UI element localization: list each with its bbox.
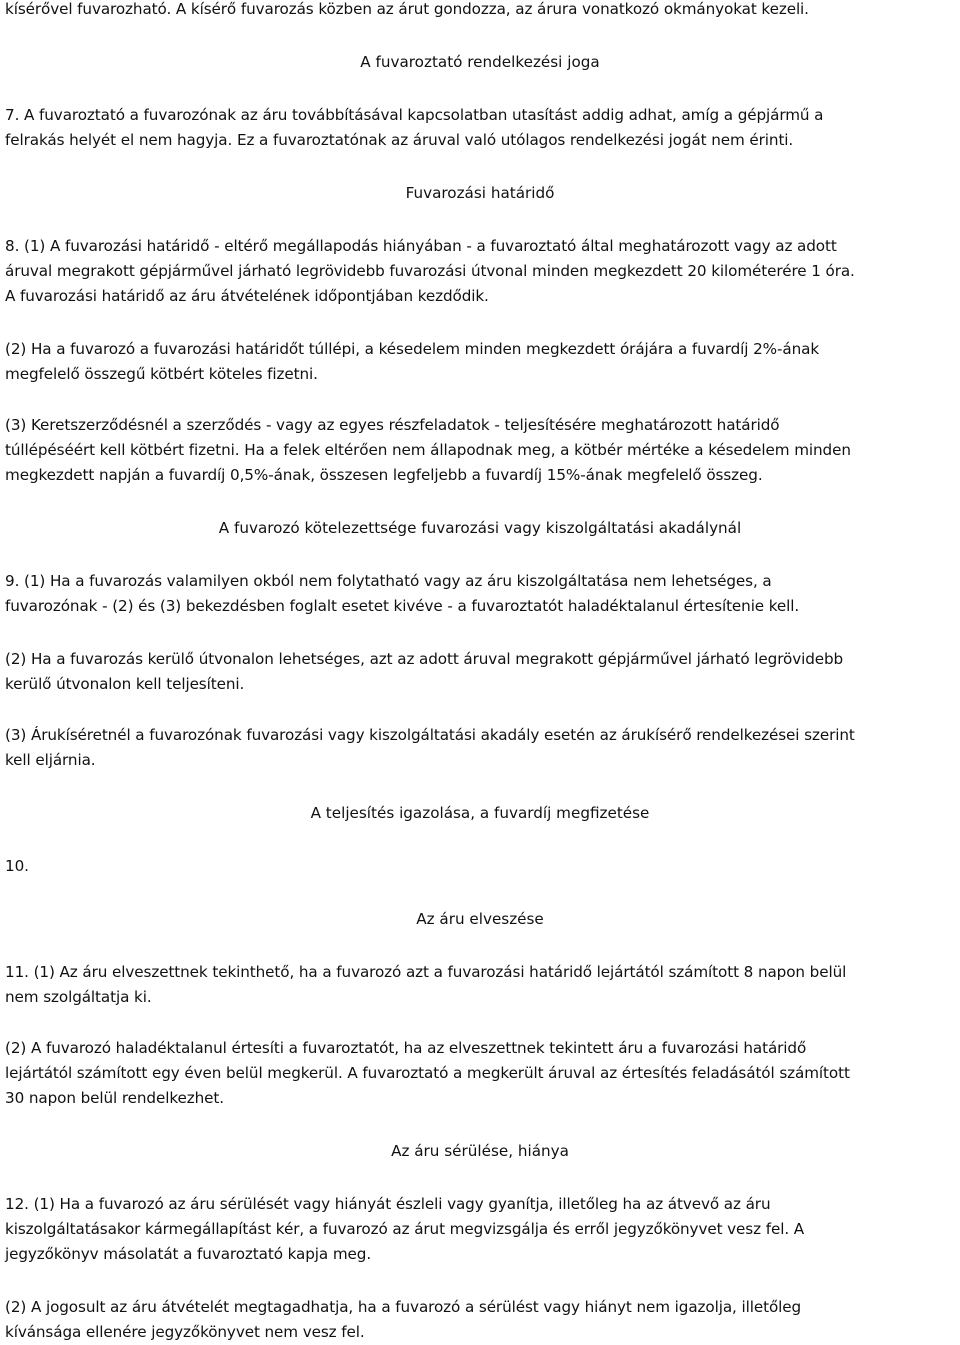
section-heading: A teljesítés igazolása, a fuvardíj megfizetése — [310, 804, 650, 822]
paragraph-line: kerülő útvonalon kell teljesíteni. — [5, 675, 245, 693]
paragraph-line: megkezdett napján a fuvardíj 0,5%-ának, összesen legfeljebb a fuvardíj 15%-ának megfelelő összeg. — [5, 466, 763, 484]
paragraph-line: (2) A fuvarozó haladéktalanul értesíti a fuvaroztatót, ha az elveszettnek tekintett áru a fuvarozási határidő — [5, 1039, 807, 1057]
paragraph-line: kiszolgáltatásakor kármegállapítást kér, a fuvarozó az árut megvizsgálja és erről jegyzőkönyvet vesz fel. A — [5, 1220, 805, 1238]
paragraph-line: 11. (1) Az áru elveszettnek tekinthető, ha a fuvarozó azt a fuvarozási határidő lejártától számított 8 napon belül — [5, 963, 847, 981]
paragraph-line: 30 napon belül rendelkezhet. — [5, 1089, 224, 1107]
paragraph-line: nem szolgáltatja ki. — [5, 988, 152, 1006]
paragraph-line: túllépéséért kell kötbért fizetni. Ha a felek eltérően nem állapodnak meg, a kötbér mértéke a késedelem minden — [5, 441, 851, 459]
paragraph-line: megfelelő összegű kötbért köteles fizetni. — [5, 365, 318, 383]
paragraph-line: 10. — [5, 857, 29, 875]
paragraph-line: felrakás helyét el nem hagyja. Ez a fuvaroztatónak az áruval való utólagos rendelkezési jogát nem érinti. — [5, 131, 794, 149]
section-heading: A fuvaroztató rendelkezési joga — [360, 53, 600, 71]
paragraph-line: 9. (1) Ha a fuvarozás valamilyen okból nem folytatható vagy az áru kiszolgáltatása nem lehetséges, a — [5, 572, 772, 590]
section-heading: Az áru elveszése — [416, 910, 544, 928]
paragraph-line: (2) Ha a fuvarozó a fuvarozási határidőt túllépi, a késedelem minden megkezdett órájára a fuvardíj 2%-ának — [5, 340, 820, 358]
paragraph-line: lejártától számított egy éven belül megkerül. A fuvaroztató a megkerült áruval az értesítés feladásától számított — [5, 1064, 850, 1082]
section-heading: Az áru sérülése, hiánya — [391, 1142, 569, 1160]
paragraph-line: A fuvarozási határidő az áru átvételének időpontjában kezdődik. — [5, 287, 489, 305]
paragraph-line: (3) Árukíséretnél a fuvarozónak fuvarozási vagy kiszolgáltatási akadály esetén az árukísérő rendelkezései szerint — [5, 726, 855, 744]
paragraph-line: (2) A jogosult az áru átvételét megtagadhatja, ha a fuvarozó a sérülést vagy hiányt nem igazolja, illetőleg — [5, 1298, 802, 1316]
section-heading: A fuvarozó kötelezettsége fuvarozási vagy kiszolgáltatási akadálynál — [218, 519, 742, 537]
paragraph-line: 7. A fuvaroztató a fuvarozónak az áru továbbításával kapcsolatban utasítást addig adhat, amíg a gépjármű a — [5, 106, 824, 124]
paragraph-line: áruval megrakott gépjárművel járható legrövidebb fuvarozási útvonal minden megkezdett 20 kilométerére 1 óra. — [5, 262, 855, 280]
paragraph-line: (3) Keretszerződésnél a szerződés - vagy az egyes részfeladatok - teljesítésére meghatározott határidő — [5, 416, 780, 434]
paragraph-line: kell eljárnia. — [5, 751, 96, 769]
paragraph-line: kívánsága ellenére jegyzőkönyvet nem vesz fel. — [5, 1323, 365, 1341]
paragraph-line: kísérővel fuvarozható. A kísérő fuvarozás közben az árut gondozza, az árura vonatkozó okmányokat kezeli. — [5, 0, 809, 18]
paragraph-line: jegyzőkönyv másolatát a fuvaroztató kapja meg. — [5, 1245, 372, 1263]
paragraph-line: 12. (1) Ha a fuvarozó az áru sérülését vagy hiányát észleli vagy gyanítja, illetőleg ha az átvevő az áru — [5, 1195, 771, 1213]
paragraph-line: 8. (1) A fuvarozási határidő - eltérő megállapodás hiányában - a fuvaroztató által meghatározott vagy az adott — [5, 237, 837, 255]
paragraph-line: fuvarozónak - (2) és (3) bekezdésben foglalt esetet kivéve - a fuvaroztatót haladéktalanul értesítenie kell. — [5, 597, 800, 615]
paragraph-line: (2) Ha a fuvarozás kerülő útvonalon lehetséges, azt az adott áruval megrakott gépjárművel járható legrövidebb — [5, 650, 844, 668]
section-heading: Fuvarozási határidő — [405, 184, 555, 202]
